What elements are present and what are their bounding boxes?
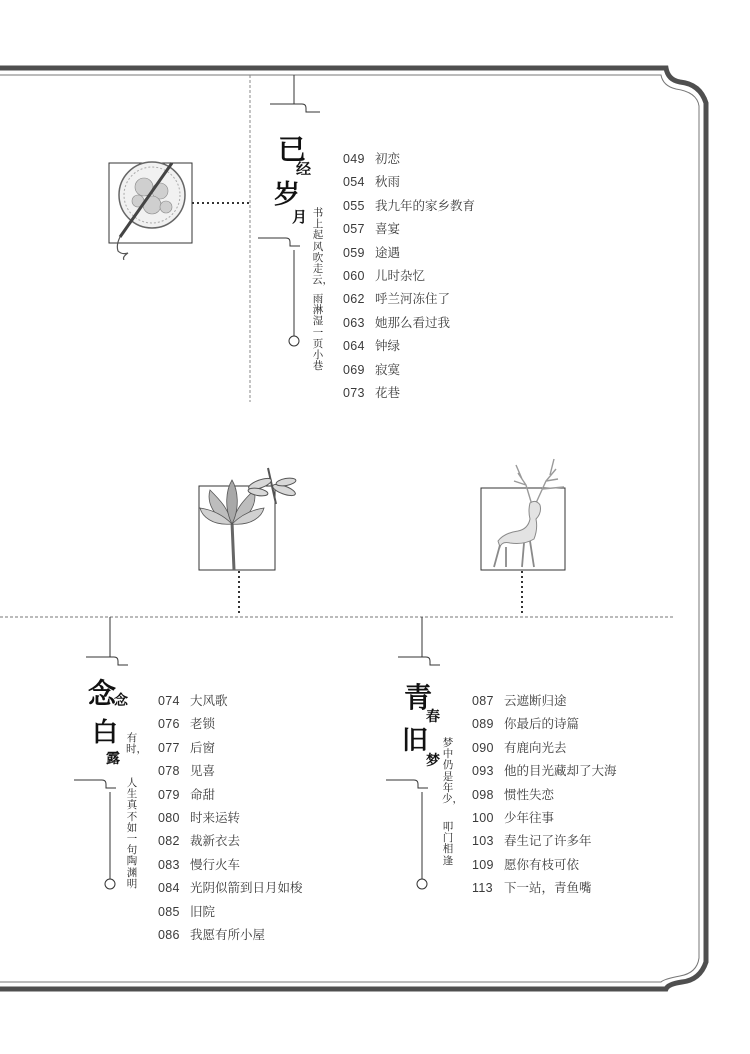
toc-entry[interactable] — [343, 288, 475, 311]
page-number: 064 — [343, 339, 365, 354]
toc-entry[interactable] — [158, 877, 303, 900]
toc-entry[interactable] — [343, 218, 475, 241]
chapter-title: 途遇 — [375, 245, 401, 260]
toc-entry[interactable] — [472, 713, 617, 736]
chapter-title: 老锁 — [190, 717, 216, 732]
toc-entry[interactable] — [158, 690, 303, 713]
page-number: 076 — [158, 717, 180, 732]
chapter-title: 惯性失恋 — [504, 787, 555, 802]
chapter-title: 花巷 — [375, 385, 401, 400]
chapter-title: 呼兰河冻住了 — [375, 292, 451, 307]
page-number: 113 — [472, 881, 493, 896]
title-char: 已 — [278, 133, 307, 166]
page-number: 087 — [472, 694, 494, 708]
toc-entry[interactable] — [472, 807, 617, 830]
title-char: 春 — [426, 709, 440, 725]
page-number: 080 — [158, 810, 180, 825]
page-number: 109 — [472, 857, 494, 872]
page-number: 055 — [343, 198, 365, 213]
chapter-title: 她那么看过我 — [375, 315, 451, 330]
chapter-title: 我九年的家乡教育 — [375, 198, 476, 213]
toc-entry[interactable] — [158, 830, 303, 853]
title-char: 念 — [114, 693, 128, 709]
section-title-qingchun-jiumeng — [400, 676, 440, 786]
toc-entry[interactable] — [158, 807, 303, 830]
page-number: 073 — [343, 385, 365, 400]
poem-column-1 — [312, 207, 333, 287]
chapter-title: 云遮断归途 — [504, 694, 567, 708]
title-char: 露 — [106, 751, 120, 767]
title-char: 白 — [92, 718, 119, 748]
title-char: 青 — [404, 681, 433, 714]
chapter-title: 后窗 — [190, 740, 216, 755]
page-number: 100 — [472, 810, 494, 825]
toc-entry[interactable] — [472, 737, 617, 760]
chapter-title: 时来运转 — [190, 810, 241, 825]
toc-entry[interactable] — [158, 760, 303, 783]
page-number: 086 — [158, 927, 180, 942]
poem-column-1 — [442, 737, 463, 806]
chapter-title: 钟绿 — [375, 339, 401, 354]
chapter-title: 我愿有所小屋 — [190, 927, 266, 942]
toc-entry[interactable] — [472, 690, 617, 713]
toc-entry[interactable] — [472, 854, 617, 877]
page-number: 049 — [343, 152, 365, 166]
page-number: 090 — [472, 740, 494, 755]
toc-entry[interactable] — [343, 195, 475, 218]
chapter-title: 愿你有枝可依 — [504, 857, 580, 872]
poem-line: 有时， — [126, 732, 147, 756]
title-char: 岁 — [274, 180, 301, 210]
page-number: 098 — [472, 787, 494, 802]
page-number: 063 — [343, 315, 365, 330]
toc-list-section-3 — [472, 690, 617, 901]
poem-line: 雨淋湿一页小巷 — [312, 293, 324, 373]
toc-entry[interactable] — [472, 784, 617, 807]
chapter-title: 有鹿向光去 — [504, 740, 567, 755]
title-char: 念 — [88, 677, 117, 710]
toc-entry[interactable] — [343, 171, 475, 194]
toc-entry[interactable] — [343, 148, 475, 171]
page-number: 057 — [343, 222, 365, 237]
page-number: 074 — [158, 694, 180, 708]
chapter-title: 光阴似箭到日月如梭 — [190, 881, 303, 896]
page-number: 054 — [343, 175, 365, 190]
page-number: 069 — [343, 362, 365, 377]
toc-entry[interactable] — [472, 877, 617, 900]
page-number: 062 — [343, 292, 365, 307]
toc-list-section-1 — [343, 148, 475, 405]
chapter-title: 秋雨 — [375, 175, 401, 190]
poem-line: 人生真不如一句陶渊明 — [126, 777, 138, 890]
toc-entry[interactable] — [158, 924, 303, 947]
poem-column-2 — [126, 778, 138, 890]
toc-entry[interactable] — [158, 854, 303, 877]
toc-entry[interactable] — [343, 312, 475, 335]
chapter-title: 下一站，青鱼嘴 — [504, 881, 592, 896]
toc-entry[interactable] — [343, 335, 475, 358]
poem-column-2 — [312, 294, 324, 372]
chapter-title: 命甜 — [190, 787, 216, 802]
page-number: 089 — [472, 717, 494, 732]
chapter-title: 旧院 — [190, 904, 216, 919]
toc-entry[interactable] — [158, 737, 303, 760]
toc-entry[interactable] — [158, 713, 303, 736]
chapter-title: 少年往事 — [504, 810, 555, 825]
page-number: 084 — [158, 881, 180, 896]
chapter-title: 寂寞 — [375, 362, 401, 377]
chapter-title: 初恋 — [375, 152, 401, 166]
page-number: 083 — [158, 857, 180, 872]
toc-entry[interactable] — [343, 265, 475, 288]
chapter-title: 大风歌 — [190, 694, 228, 708]
chapter-title: 他的目光藏却了大海 — [504, 764, 617, 779]
page-number: 082 — [158, 834, 180, 849]
page-number: 059 — [343, 245, 365, 260]
chapter-title: 春生记了许多年 — [504, 834, 592, 849]
poem-line: 叩门相逢 — [442, 821, 454, 867]
toc-entry[interactable] — [343, 242, 475, 265]
title-char: 月 — [292, 208, 308, 226]
section-title-yijing-suiyue — [272, 128, 312, 238]
page-number: 093 — [472, 764, 494, 779]
poem-line: 梦中仍是年少， — [442, 737, 463, 806]
page-number: 060 — [343, 268, 365, 283]
chapter-title: 裁新衣去 — [190, 834, 241, 849]
chapter-title: 儿时杂忆 — [375, 268, 426, 283]
deer-icon — [478, 455, 578, 575]
toc-entry[interactable] — [343, 382, 475, 405]
toc-entry[interactable] — [343, 359, 475, 382]
title-char: 经 — [296, 160, 312, 178]
title-char: 旧 — [402, 726, 429, 756]
lotus-dragonfly-icon — [196, 460, 301, 575]
toc-entry[interactable] — [472, 830, 617, 853]
chapter-title: 喜宴 — [375, 222, 401, 237]
toc-entry[interactable] — [472, 760, 617, 783]
poem-column-1 — [126, 732, 147, 756]
page-number: 078 — [158, 764, 180, 779]
poem-line: 书上起风吹走云， — [312, 207, 333, 287]
page-number: 103 — [472, 834, 494, 849]
chapter-title: 你最后的诗篇 — [504, 717, 580, 732]
jade-fan-icon — [106, 155, 196, 260]
page-number: 079 — [158, 787, 180, 802]
chapter-title: 见喜 — [190, 764, 216, 779]
chapter-title: 慢行火车 — [190, 857, 241, 872]
toc-entry[interactable] — [158, 901, 303, 924]
toc-entry[interactable] — [158, 784, 303, 807]
page-number: 077 — [158, 740, 180, 755]
poem-column-2 — [442, 822, 454, 867]
toc-list-section-2 — [158, 690, 303, 947]
page-number: 085 — [158, 904, 180, 919]
title-char: 梦 — [426, 753, 440, 769]
section-title-niannian-bailu — [84, 672, 128, 782]
